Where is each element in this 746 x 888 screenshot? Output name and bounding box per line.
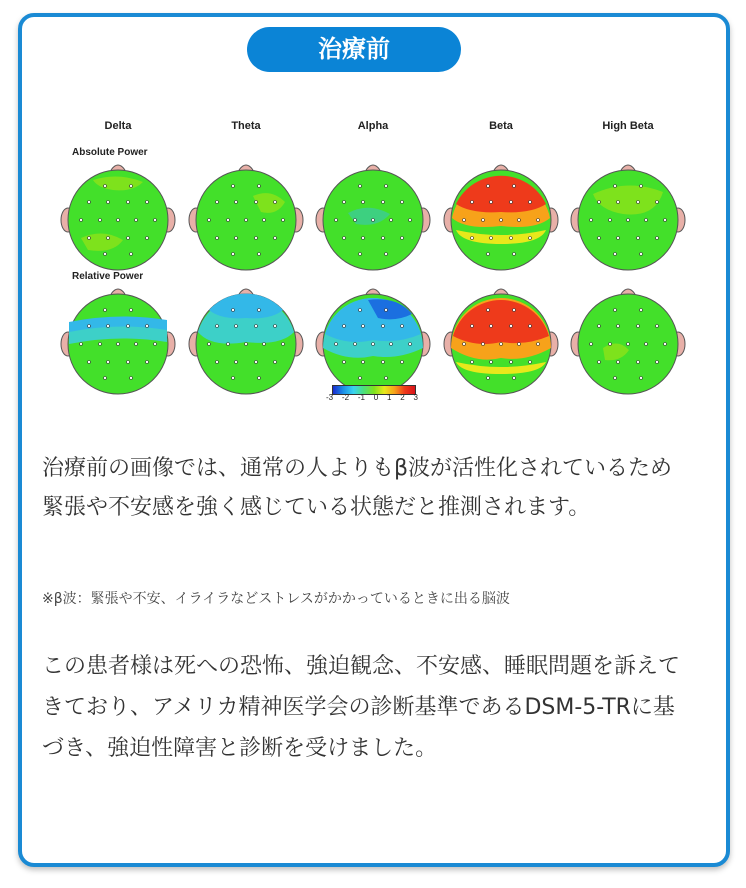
electrode-dot — [208, 343, 211, 346]
electrode-dot — [117, 343, 120, 346]
electrode-dot — [409, 219, 412, 222]
electrode-dot — [117, 219, 120, 222]
electrode-dot — [513, 185, 516, 188]
electrode-dot — [609, 343, 612, 346]
electrode-dot — [258, 377, 261, 380]
electrode-dot — [80, 219, 83, 222]
row-header-absolute: Absolute Power — [72, 147, 148, 158]
electrode-dot — [258, 309, 261, 312]
electrode-dot — [490, 361, 493, 364]
electrode-dot — [343, 325, 346, 328]
electrode-dot — [127, 237, 130, 240]
scale-tick: 2 — [400, 393, 405, 402]
electrode-dot — [614, 377, 617, 380]
electrode-dot — [255, 201, 258, 204]
electrode-dot — [500, 219, 503, 222]
electrode-dot — [107, 361, 110, 364]
electrode-dot — [359, 185, 362, 188]
electrode-dot — [99, 219, 102, 222]
electrode-dot — [487, 185, 490, 188]
electrode-dot — [640, 253, 643, 256]
electrode-dot — [529, 201, 532, 204]
head-map-alpha-absolute — [308, 158, 438, 280]
electrode-dot — [127, 201, 130, 204]
electrode-dot — [614, 253, 617, 256]
electrode-dot — [146, 237, 149, 240]
electrode-dot — [255, 237, 258, 240]
head-map-delta-absolute — [53, 158, 183, 280]
electrode-dot — [598, 325, 601, 328]
electrode-dot — [385, 253, 388, 256]
column-header-high-beta: High Beta — [602, 120, 654, 132]
column-header-beta: Beta — [489, 120, 513, 132]
electrode-dot — [232, 185, 235, 188]
electrode-dot — [354, 219, 357, 222]
electrode-dot — [372, 343, 375, 346]
electrode-dot — [390, 343, 393, 346]
electrode-dot — [335, 219, 338, 222]
electrode-dot — [598, 361, 601, 364]
before-treatment-description: 治療前の画像では、通常の人よりもβ波が活性化されているため緊張や不安感を強く感じている状態だと推測されます。 — [42, 456, 673, 520]
head-map-theta-absolute — [181, 158, 311, 280]
electrode-dot — [645, 343, 648, 346]
electrode-dot — [537, 343, 540, 346]
electrode-dot — [529, 325, 532, 328]
electrode-dot — [154, 343, 157, 346]
electrode-dot — [645, 219, 648, 222]
electrode-dot — [227, 343, 230, 346]
electrode-dot — [235, 237, 238, 240]
electrode-dot — [232, 377, 235, 380]
head-map-high-beta-relative — [563, 282, 693, 404]
electrode-dot — [598, 201, 601, 204]
electrode-dot — [146, 361, 149, 364]
electrode-dot — [490, 325, 493, 328]
electrode-dot — [130, 309, 133, 312]
electrode-dot — [130, 185, 133, 188]
electrode-dot — [274, 201, 277, 204]
electrode-dot — [235, 325, 238, 328]
electrode-dot — [482, 343, 485, 346]
electrode-dot — [664, 343, 667, 346]
electrode-dot — [513, 253, 516, 256]
electrode-dot — [471, 361, 474, 364]
diagnosis-description: この患者様は死への恐怖、強迫観念、不安感、睡眠問題を訴えてきており、アメリカ精神医学会の診断基準であるDSM-5-TRに基づき、強迫性障害と診断を受けました。 — [42, 654, 681, 761]
electrode-dot — [382, 237, 385, 240]
electrode-dot — [263, 219, 266, 222]
electrode-dot — [529, 361, 532, 364]
electrode-dot — [518, 343, 521, 346]
electrode-dot — [263, 343, 266, 346]
electrode-dot — [471, 237, 474, 240]
electrode-dot — [617, 237, 620, 240]
electrode-dot — [274, 325, 277, 328]
electrode-dot — [401, 361, 404, 364]
electrode-dot — [104, 309, 107, 312]
electrode-dot — [401, 237, 404, 240]
electrode-dot — [88, 361, 91, 364]
electrode-dot — [518, 219, 521, 222]
electrode-dot — [385, 309, 388, 312]
electrode-dot — [510, 201, 513, 204]
electrode-dot — [362, 325, 365, 328]
brain-map-figure — [40, 108, 680, 408]
electrode-dot — [88, 237, 91, 240]
electrode-dot — [656, 325, 659, 328]
electrode-dot — [362, 237, 365, 240]
electrode-dot — [107, 325, 110, 328]
electrode-dot — [637, 361, 640, 364]
electrode-dot — [609, 219, 612, 222]
electrode-dot — [382, 201, 385, 204]
electrode-dot — [382, 361, 385, 364]
electrode-dot — [258, 253, 261, 256]
electrode-dot — [627, 343, 630, 346]
electrode-dot — [104, 185, 107, 188]
electrode-dot — [640, 377, 643, 380]
electrode-dot — [216, 361, 219, 364]
electrode-dot — [245, 343, 248, 346]
electrode-dot — [513, 309, 516, 312]
electrode-dot — [282, 219, 285, 222]
electrode-dot — [510, 325, 513, 328]
electrode-dot — [88, 201, 91, 204]
electrode-dot — [354, 343, 357, 346]
electrode-dot — [216, 237, 219, 240]
electrode-dot — [513, 377, 516, 380]
electrode-dot — [146, 325, 149, 328]
electrode-dot — [490, 237, 493, 240]
electrode-dot — [614, 185, 617, 188]
electrode-dot — [614, 309, 617, 312]
color-scale-labels — [326, 393, 418, 402]
column-header-alpha: Alpha — [357, 120, 389, 132]
electrode-dot — [637, 325, 640, 328]
electrode-dot — [401, 201, 404, 204]
electrode-dot — [359, 377, 362, 380]
electrode-dot — [335, 343, 338, 346]
electrode-dot — [146, 201, 149, 204]
electrode-dot — [463, 219, 466, 222]
electrode-dot — [235, 361, 238, 364]
electrode-dot — [216, 325, 219, 328]
electrode-dot — [274, 237, 277, 240]
electrode-dot — [274, 361, 277, 364]
electrode-dot — [343, 201, 346, 204]
electrode-dot — [487, 309, 490, 312]
electrode-dot — [135, 343, 138, 346]
electrode-dot — [107, 237, 110, 240]
electrode-dot — [154, 219, 157, 222]
electrode-dot — [99, 343, 102, 346]
electrode-dot — [590, 219, 593, 222]
electrode-dot — [235, 201, 238, 204]
electrode-dot — [372, 219, 375, 222]
electrode-dot — [471, 325, 474, 328]
head-map-theta-relative — [181, 282, 311, 404]
electrode-dot — [598, 237, 601, 240]
scale-tick: -2 — [341, 393, 350, 402]
electrode-dot — [362, 361, 365, 364]
electrode-dot — [104, 377, 107, 380]
electrode-dot — [471, 201, 474, 204]
electrode-dot — [500, 343, 503, 346]
head-map-beta-absolute — [436, 158, 566, 280]
electrode-dot — [282, 343, 285, 346]
column-header-delta: Delta — [104, 120, 132, 132]
row-header-relative: Relative Power — [72, 271, 144, 282]
scale-tick: -1 — [357, 393, 365, 402]
electrode-dot — [232, 309, 235, 312]
electrode-dot — [656, 201, 659, 204]
electrode-dot — [401, 325, 404, 328]
electrode-dot — [487, 253, 490, 256]
electrode-dot — [640, 309, 643, 312]
scale-tick: 1 — [387, 393, 392, 402]
electrode-dot — [617, 361, 620, 364]
electrode-dot — [617, 201, 620, 204]
electrode-dot — [80, 343, 83, 346]
electrode-dot — [227, 219, 230, 222]
electrode-dot — [664, 219, 667, 222]
electrode-dot — [343, 237, 346, 240]
electrode-dot — [637, 237, 640, 240]
electrode-dot — [359, 309, 362, 312]
electrode-dot — [255, 361, 258, 364]
scale-tick: 0 — [373, 393, 379, 402]
electrode-dot — [343, 361, 346, 364]
electrode-dot — [640, 185, 643, 188]
scale-tick: 3 — [413, 393, 418, 402]
electrode-dot — [382, 325, 385, 328]
electrode-dot — [385, 185, 388, 188]
electrode-dot — [627, 219, 630, 222]
electrode-dot — [463, 343, 466, 346]
electrode-dot — [232, 253, 235, 256]
electrode-dot — [130, 377, 133, 380]
electrode-dot — [510, 237, 513, 240]
beta-wave-note: ※β波：緊張や不安、イライラなどストレスがかかっているときに出る脳波 — [42, 591, 510, 607]
electrode-dot — [637, 201, 640, 204]
electrode-dot — [127, 361, 130, 364]
scale-tick: -3 — [326, 393, 334, 402]
electrode-dot — [135, 219, 138, 222]
electrode-dot — [359, 253, 362, 256]
electrode-dot — [510, 361, 513, 364]
electrode-dot — [88, 325, 91, 328]
electrode-dot — [482, 219, 485, 222]
electrode-dot — [216, 201, 219, 204]
before-treatment-badge: 治療前 — [247, 27, 461, 72]
electrode-dot — [107, 201, 110, 204]
electrode-dot — [255, 325, 258, 328]
electrode-dot — [245, 219, 248, 222]
electrode-dot — [258, 185, 261, 188]
electrode-dot — [362, 201, 365, 204]
electrode-dot — [656, 237, 659, 240]
electrode-dot — [385, 377, 388, 380]
head-map-beta-relative — [436, 282, 566, 404]
electrode-dot — [390, 219, 393, 222]
electrode-dot — [127, 325, 130, 328]
electrode-dot — [104, 253, 107, 256]
electrode-dot — [208, 219, 211, 222]
head-map-high-beta-absolute — [563, 158, 693, 280]
electrode-dot — [490, 201, 493, 204]
electrode-dot — [656, 361, 659, 364]
electrode-dot — [130, 253, 133, 256]
electrode-dot — [590, 343, 593, 346]
head-map-delta-relative — [53, 282, 183, 404]
column-header-theta: Theta — [231, 120, 261, 132]
electrode-dot — [487, 377, 490, 380]
electrode-dot — [617, 325, 620, 328]
electrode-dot — [537, 219, 540, 222]
electrode-dot — [529, 237, 532, 240]
electrode-dot — [409, 343, 412, 346]
